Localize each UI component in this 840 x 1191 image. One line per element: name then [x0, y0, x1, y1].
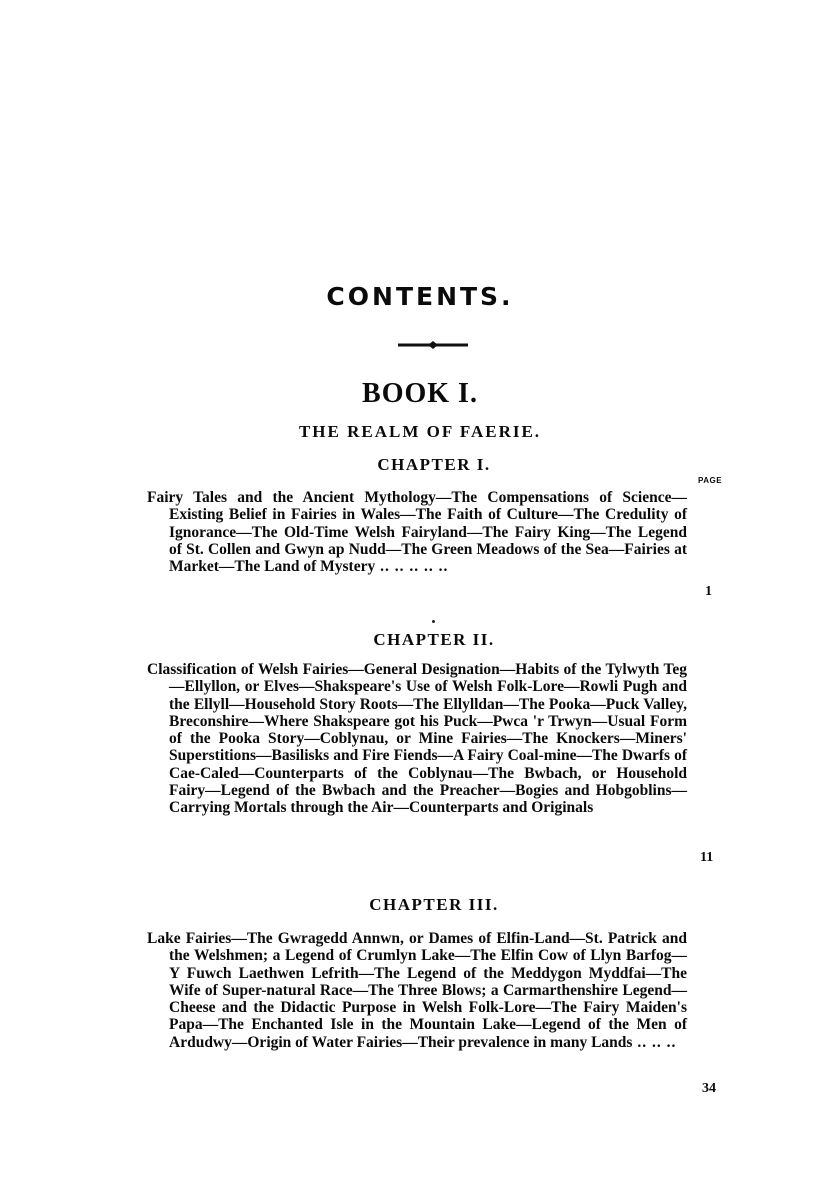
- page-column-label: PAGE: [698, 476, 723, 485]
- chapter-heading: CHAPTER III.: [369, 895, 499, 914]
- book-title: BOOK I.: [362, 378, 478, 409]
- page-number: 34: [702, 1081, 716, 1096]
- chapter-heading: CHAPTER II.: [373, 630, 495, 649]
- page-number: 11: [700, 850, 714, 865]
- dot-leaders: .. .. ..: [632, 1033, 677, 1051]
- chapter-heading: CHAPTER I.: [377, 455, 491, 474]
- chapter-summary-text: Lake Fairies—The Gwragedd Annwn, or Dames of Elfin-Land—St. Patrick and the Welshmen; a Legend of Crumlyn Lake—The Elfin Cow of Llyn Barfog—Y Fuwch Laethwen Lefrith—The Legend of the Meddygon Myddfai—The Wife of Super-natural Race—The Three Blows; a Carmarthenshire Legend—Cheese and the Didactic Purpose in Welsh Folk-Lore—The Fairy Maiden's Papa—The Enchanted Isle in the Mountain Lake—Legend of the Men of Ardudwy—Origin of Water Fairies—Their prevalence in many Lands: [147, 930, 687, 1051]
- page-number: 1: [705, 584, 712, 599]
- chapter-summary-text: Classification of Welsh Fairies—General Designation—Habits of the Tylwyth Teg—Ellyllon, or Elves—Shakspeare's Use of Welsh Folk-Lore—Rowli Pugh and the Ellyll—Household Story Roots—The Ellylldan—The Pooka—Puck Valley, Breconshire—Where Shakspeare got his Puck—Pwca 'r Trwyn—Usual Form of the Pooka Story—Coblynau, or Mine Fairies—The Knockers—Miners' Superstitions—Basilisks and Fire Fiends—A Fairy Coal-mine—The Dwarfs of Cae-Caled—Counterparts of the Coblynau—The Bwbach, or Household Fairy—Legend of the Bwbach and the Preacher—Bogies and Hobgoblins—Carrying Mortals through the Air—Counterparts and Originals: [147, 661, 687, 817]
- chapter-summary-text: Fairy Tales and the Ancient Mythology—The Compensations of Science—Existing Belief in Fairies in Wales—The Faith of Culture—The Credulity of Ignorance—The Old-Time Welsh Fairyland—The Fairy King—The Legend of St. Collen and Gwyn ap Nudd—The Green Meadows of the Sea—Fairies at Market—The Land of Mystery: [147, 489, 687, 576]
- chapter-summary: [147, 661, 687, 817]
- chapter-summary: [147, 489, 687, 575]
- contents-title: CONTENTS.: [326, 282, 514, 311]
- ornament-rule-icon: [398, 338, 468, 352]
- dot-leaders: .. .. .. .. ..: [375, 558, 449, 576]
- book-subtitle: THE REALM OF FAERIE.: [298, 422, 542, 441]
- stray-dot: [432, 620, 435, 623]
- chapter-summary: [147, 930, 687, 1051]
